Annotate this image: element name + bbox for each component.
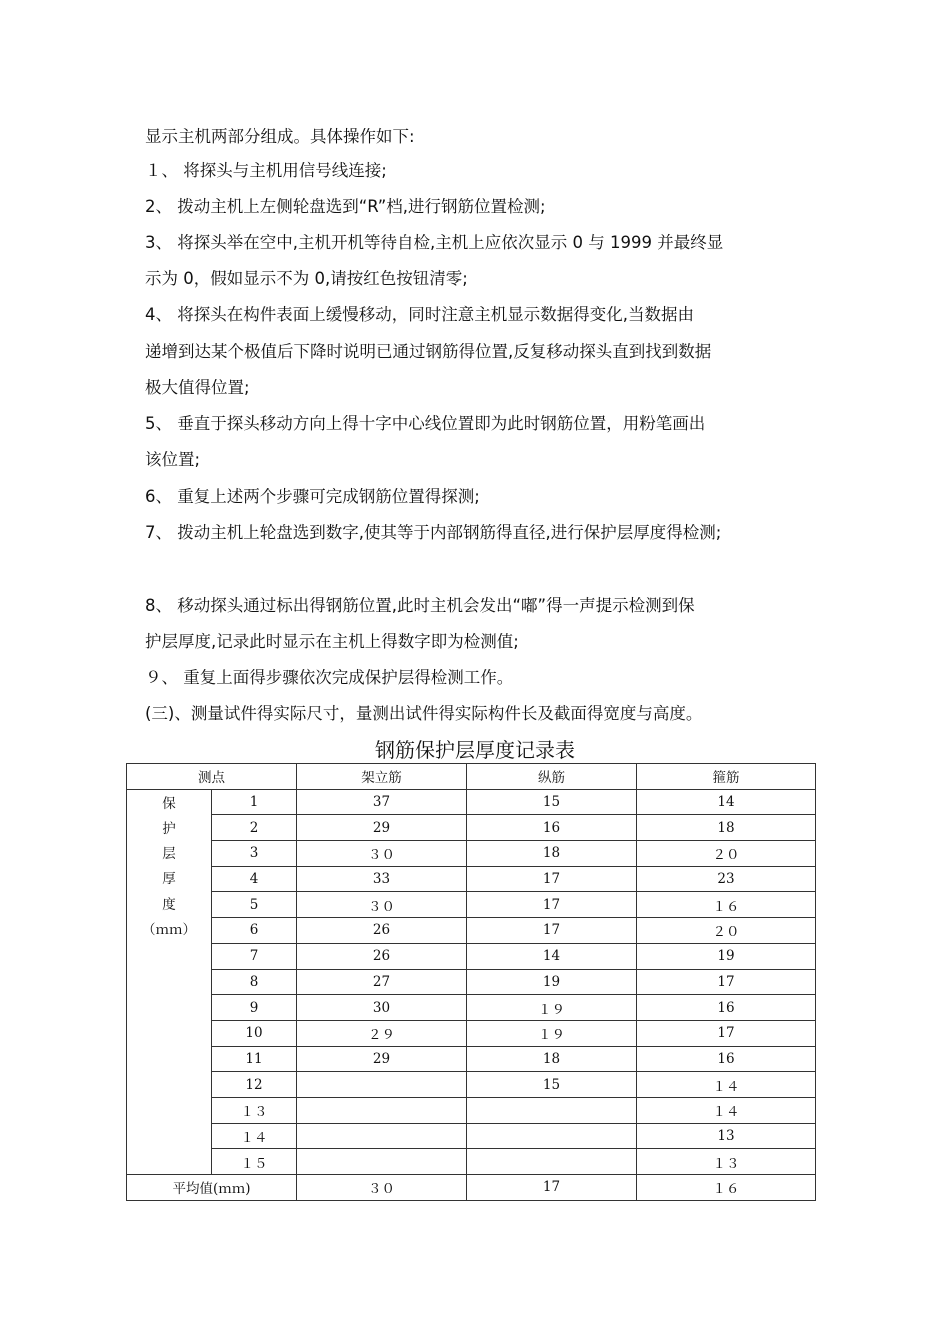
erection-bar-value: 37 [297, 789, 467, 815]
point-number: 10 [212, 1020, 297, 1046]
stirrup-value: 16 [637, 995, 816, 1021]
longitudinal-bar-value: 17 [467, 892, 637, 918]
average-stirrup: １６ [637, 1175, 816, 1201]
longitudinal-bar-value: 18 [467, 841, 637, 867]
stirrup-value: １４ [637, 1097, 816, 1123]
stirrup-value: 13 [637, 1123, 816, 1149]
point-number: １５ [212, 1149, 297, 1175]
longitudinal-bar-value [467, 1123, 637, 1149]
table-row [127, 1072, 816, 1098]
header-longitudinal-bar: 纵筋 [467, 764, 637, 790]
step-1: １、 将探头与主机用信号线连接; [145, 161, 387, 180]
header-point: 测点 [127, 764, 297, 790]
longitudinal-bar-value: １９ [467, 1020, 637, 1046]
point-number: 11 [212, 1046, 297, 1072]
row-group-label-char: 度 [162, 896, 176, 913]
step-3-line-1: 3、 将探头举在空中,主机开机等待自检,主机上应依次显示 0 与 1999 并最终显 [145, 233, 724, 252]
table-row [127, 1097, 816, 1123]
row-group-label-char: 保 [162, 795, 176, 812]
step-7: 7、 拨动主机上轮盘选到数字,使其等于内部钢筋得直径,进行保护层厚度得检测; [145, 523, 722, 542]
header-erection-bar: 架立筋 [297, 764, 467, 790]
paragraph: 显示主机两部分组成。具体操作如下: [145, 127, 415, 146]
table-row [127, 866, 816, 892]
erection-bar-value: 27 [297, 969, 467, 995]
step-3-line-2: 示为 0，假如显示不为 0,请按红色按钮清零; [145, 269, 468, 288]
longitudinal-bar-value: 17 [467, 866, 637, 892]
step-8-line-2: 护层厚度,记录此时显示在主机上得数字即为检测值; [145, 632, 519, 651]
table-title: 钢筋保护层厚度记录表 [375, 738, 575, 762]
erection-bar-value [297, 1149, 467, 1175]
table-row [127, 969, 816, 995]
longitudinal-bar-value: 15 [467, 1072, 637, 1098]
stirrup-value: ２０ [637, 918, 816, 944]
row-group-label-char: （ｍｍ） [142, 921, 196, 938]
stirrup-value: 17 [637, 1020, 816, 1046]
table-header-row [127, 764, 816, 790]
longitudinal-bar-value: 15 [467, 789, 637, 815]
point-number: 4 [212, 866, 297, 892]
stirrup-value: 23 [637, 866, 816, 892]
stirrup-value: １３ [637, 1149, 816, 1175]
point-number: 12 [212, 1072, 297, 1098]
longitudinal-bar-value: 14 [467, 943, 637, 969]
step-4-line-2: 递增到达某个极值后下降时说明已通过钢筋得位置,反复移动探头直到找到数据 [145, 342, 712, 361]
row-group-label-char: 厚 [162, 871, 176, 888]
erection-bar-value: 30 [297, 995, 467, 1021]
point-number: 5 [212, 892, 297, 918]
point-number: １４ [212, 1123, 297, 1149]
erection-bar-value [297, 1072, 467, 1098]
step-5-line-2: 该位置; [145, 450, 201, 469]
longitudinal-bar-value [467, 1097, 637, 1123]
erection-bar-value [297, 1097, 467, 1123]
point-number: 6 [212, 918, 297, 944]
step-4-line-1: 4、 将探头在构件表面上缓慢移动，同时注意主机显示数据得变化,当数据由 [145, 305, 694, 324]
erection-bar-value: ２９ [297, 1020, 467, 1046]
average-longitudinal-bar: 17 [467, 1175, 637, 1201]
stirrup-value: 17 [637, 969, 816, 995]
stirrup-value: １６ [637, 892, 816, 918]
row-group-label-char: 层 [162, 846, 176, 863]
longitudinal-bar-value: 17 [467, 918, 637, 944]
longitudinal-bar-value: 18 [467, 1046, 637, 1072]
longitudinal-bar-value: 16 [467, 815, 637, 841]
step-6: 6、 重复上述两个步骤可完成钢筋位置得探测; [145, 487, 480, 506]
stirrup-value: 16 [637, 1046, 816, 1072]
erection-bar-value: 29 [297, 1046, 467, 1072]
erection-bar-value: 33 [297, 866, 467, 892]
longitudinal-bar-value: 19 [467, 969, 637, 995]
erection-bar-value: 29 [297, 815, 467, 841]
table-row [127, 943, 816, 969]
erection-bar-value: ３０ [297, 841, 467, 867]
point-number: 7 [212, 943, 297, 969]
stirrup-value: ２０ [637, 841, 816, 867]
erection-bar-value: ３０ [297, 892, 467, 918]
point-number: 3 [212, 841, 297, 867]
point-number: １３ [212, 1097, 297, 1123]
erection-bar-value: 26 [297, 918, 467, 944]
table-row [127, 789, 816, 815]
table-row [127, 1149, 816, 1175]
longitudinal-bar-value: １９ [467, 995, 637, 1021]
average-label: 平均值(ｍｍ) [127, 1175, 297, 1201]
step-2: 2、 拨动主机上左侧轮盘选到“R”档,进行钢筋位置检测; [145, 197, 546, 216]
erection-bar-value: 26 [297, 943, 467, 969]
cover-thickness-table [126, 763, 816, 1201]
row-group-label-char: 护 [162, 820, 176, 837]
step-4-line-3: 极大值得位置; [145, 378, 250, 397]
average-erection-bar: ３０ [297, 1175, 467, 1201]
table-row [127, 1123, 816, 1149]
stirrup-value: 14 [637, 789, 816, 815]
section-three-text: (三)、测量试件得实际尺寸，量测出试件得实际构件长及截面得宽度与高度。 [145, 704, 703, 723]
step-8-line-1: 8、 移动探头通过标出得钢筋位置,此时主机会发出“嘟”得一声提示检测到保 [145, 596, 695, 615]
average-row [127, 1175, 816, 1201]
table-row [127, 1046, 816, 1072]
point-number: 9 [212, 995, 297, 1021]
step-5-line-1: 5、 垂直于探头移动方向上得十字中心线位置即为此时钢筋位置，用粉笔画出 [145, 414, 706, 433]
table-row [127, 841, 816, 867]
stirrup-value: １４ [637, 1072, 816, 1098]
row-group-label [127, 789, 212, 1174]
stirrup-value: 18 [637, 815, 816, 841]
header-stirrup: 箍筋 [637, 764, 816, 790]
step-9: ９、 重复上面得步骤依次完成保护层得检测工作。 [145, 668, 514, 687]
longitudinal-bar-value [467, 1149, 637, 1175]
erection-bar-value [297, 1123, 467, 1149]
point-number: 2 [212, 815, 297, 841]
point-number: 8 [212, 969, 297, 995]
table-row [127, 815, 816, 841]
table-row [127, 995, 816, 1021]
table-row [127, 918, 816, 944]
table-row [127, 892, 816, 918]
stirrup-value: 19 [637, 943, 816, 969]
table-row [127, 1020, 816, 1046]
point-number: 1 [212, 789, 297, 815]
